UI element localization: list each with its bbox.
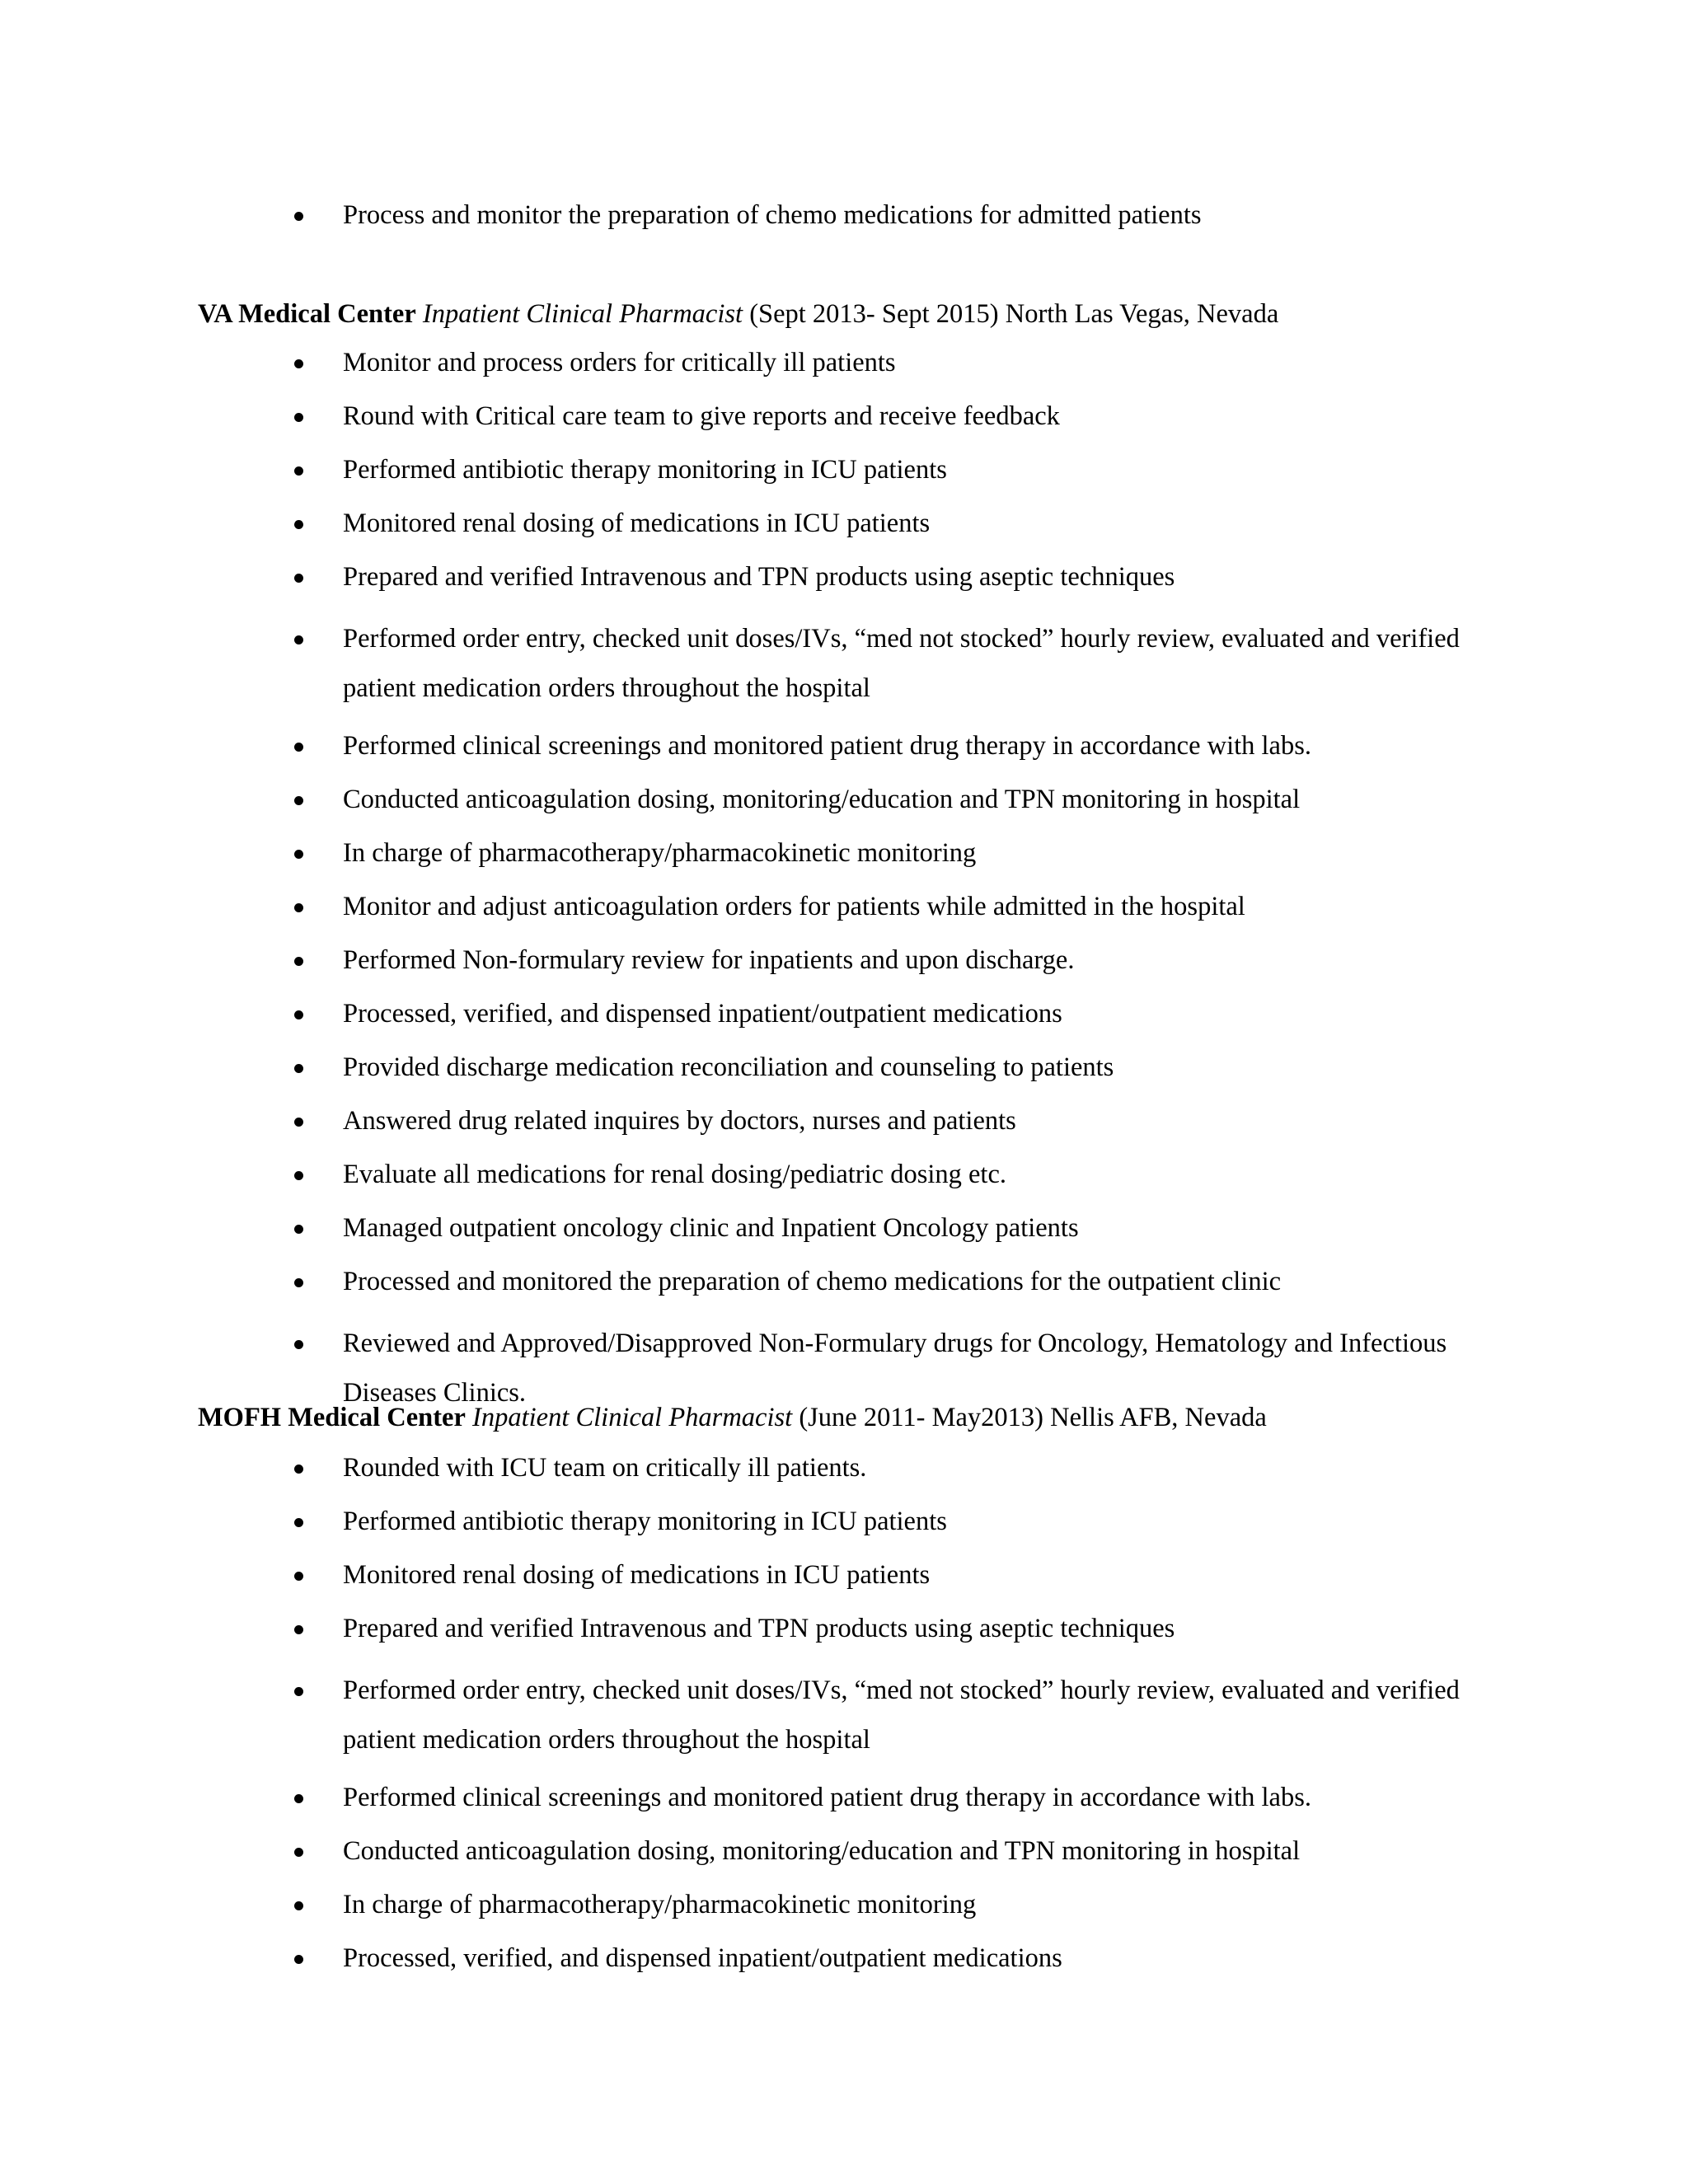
list-item-text: Answered drug related inquires by doctors, nurses and patients [343,1106,1016,1136]
list-item [0,1781,1489,1814]
bullet-icon [294,359,303,368]
list-item-text: Conducted anticoagulation dosing, monitoring/education and TPN monitoring in hospital [343,785,1301,814]
list-item-text: Conducted anticoagulation dosing, monitoring/education and TPN monitoring in hospital [343,1836,1301,1866]
list-item-text: Round with Critical care team to give reports and receive feedback [343,401,1060,431]
bullet-icon [294,1010,303,1019]
list-item [0,614,1489,713]
list-item [0,1942,1489,1975]
list-item [0,1212,1489,1244]
list-item-text: In charge of pharmacotherapy/pharmacokinetic monitoring [343,1890,977,1919]
list-item-text: Monitored renal dosing of medications in ICU patients [343,1560,931,1590]
bullet-icon [294,743,303,752]
bullet-icon [294,1064,303,1073]
bullet-icon [294,413,303,422]
list-item-text: Prepared and verified Intravenous and TPN products using aseptic techniques [343,1614,1175,1643]
bullet-icon [294,1225,303,1234]
list-item [0,783,1489,816]
list-item [0,890,1489,923]
bullet-icon [294,212,303,221]
list-item [0,1835,1489,1868]
list-item-text: Monitor and adjust anticoagulation orders for patients while admitted in the hospital [343,892,1245,921]
top-bullet-list [0,199,1688,232]
list-item-text: Processed, verified, and dispensed inpatient/outpatient medications [343,999,1062,1029]
bullet-icon [294,520,303,529]
bullet-icon [294,1625,303,1634]
list-item [0,837,1489,869]
bullet-icon [294,1118,303,1127]
job-role: Inpatient Clinical Pharmacist [472,1403,793,1432]
list-item [0,1666,1489,1765]
bullet-icon [294,1340,303,1349]
list-item [0,1104,1489,1137]
list-item-text: Monitored renal dosing of medications in ICU patients [343,509,931,538]
bullet-icon [294,635,303,644]
list-item-text: Processed and monitored the preparation of chemo medications for the outpatient clinic [343,1267,1282,1296]
bullet-icon [294,796,303,805]
bullet-icon [294,574,303,583]
bullet-icon [294,1465,303,1474]
bullet-icon [294,1278,303,1287]
list-item [0,199,1489,232]
va-bullet-list [0,346,1688,1418]
list-item [0,1051,1489,1084]
bullet-icon [294,957,303,966]
list-item-text: Performed clinical screenings and monitored patient drug therapy in accordance with labs. [343,1783,1311,1812]
bullet-icon [294,1171,303,1180]
bullet-icon [294,1572,303,1581]
bullet-icon [294,1955,303,1964]
list-item [0,1265,1489,1298]
list-item-text: Prepared and verified Intravenous and TPN products using aseptic techniques [343,562,1175,592]
list-item-text: Performed order entry, checked unit doses/IVs, “med not stocked” hourly review, evaluated and verified patient medication orders throughout the hospital [343,1675,1460,1755]
list-item [0,997,1489,1030]
bullet-icon [294,1901,303,1910]
list-item [0,1505,1489,1538]
bullet-icon [294,1794,303,1803]
list-item-text: Performed antibiotic therapy monitoring in ICU patients [343,455,947,485]
list-item-text: Evaluate all medications for renal dosing/pediatric dosing etc. [343,1160,1007,1189]
list-item [0,1888,1489,1921]
list-item-text: Rounded with ICU team on critically ill patients. [343,1453,867,1483]
list-item-text: Performed Non-formulary review for inpatients and upon discharge. [343,945,1075,975]
list-item [0,400,1489,433]
list-item-text: Provided discharge medication reconciliation and counseling to patients [343,1052,1114,1082]
list-item-text: Monitor and process orders for critically ill patients [343,348,896,377]
job-location: Nellis AFB, Nevada [1050,1403,1267,1432]
list-item-text: Reviewed and Approved/Disapproved Non-Formulary drugs for Oncology, Hematology and Infectious Diseases Clinics. [343,1329,1447,1408]
list-item [0,1558,1489,1591]
list-item-text: Managed outpatient oncology clinic and Inpatient Oncology patients [343,1213,1079,1243]
bullet-icon [294,850,303,859]
list-item [0,1451,1489,1484]
list-item-text: Performed order entry, checked unit doses/IVs, “med not stocked” hourly review, evaluated and verified patient medication orders throughout the hospital [343,624,1460,703]
bullet-icon [294,1518,303,1527]
job-dates: (Sept 2013- Sept 2015) [749,299,999,329]
list-item-text: Process and monitor the preparation of chemo medications for admitted patients [343,200,1202,230]
list-item-text: Performed clinical screenings and monitored patient drug therapy in accordance with labs. [343,731,1311,761]
job-org: MOFH Medical Center [198,1403,466,1432]
list-item [0,1158,1489,1191]
list-item [0,1612,1489,1645]
job-header-va [198,298,1599,330]
list-item-text: In charge of pharmacotherapy/pharmacokinetic monitoring [343,838,977,868]
job-location: North Las Vegas, Nevada [1005,299,1279,329]
job-role: Inpatient Clinical Pharmacist [422,299,743,329]
mofh-bullet-list [0,1451,1688,1975]
bullet-icon [294,1848,303,1857]
list-item [0,944,1489,977]
bullet-icon [294,903,303,912]
list-item [0,507,1489,540]
list-item [0,346,1489,379]
job-org: VA Medical Center [198,299,416,329]
bullet-icon [294,466,303,476]
list-item [0,453,1489,486]
list-item-text: Processed, verified, and dispensed inpatient/outpatient medications [343,1943,1062,1973]
job-dates: (June 2011- May2013) [799,1403,1043,1432]
list-item [0,560,1489,593]
list-item [0,729,1489,762]
job-header-mofh [198,1401,1599,1434]
bullet-icon [294,1687,303,1696]
list-item-text: Performed antibiotic therapy monitoring in ICU patients [343,1507,947,1536]
